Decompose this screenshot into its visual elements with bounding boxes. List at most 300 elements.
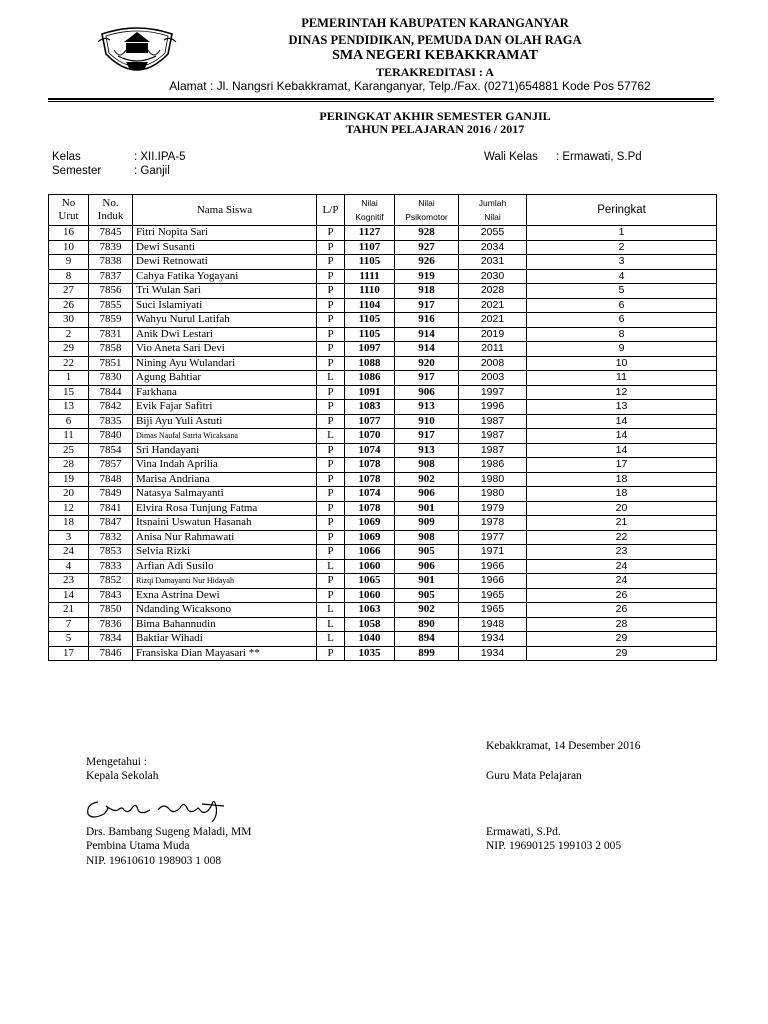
header-no-urut-line1: No bbox=[61, 197, 76, 209]
cell-jumlah-nilai: 1979 bbox=[459, 501, 527, 516]
cell-nilai-psikomotor: 914 bbox=[395, 327, 459, 342]
cell-nilai-psikomotor: 890 bbox=[395, 617, 459, 632]
cell-nilai-kognitif: 1065 bbox=[345, 574, 395, 589]
cell-lp: L bbox=[317, 603, 345, 618]
cell-lp: P bbox=[317, 414, 345, 429]
cell-peringkat: 13 bbox=[527, 400, 717, 415]
cell-no-urut: 8 bbox=[49, 269, 89, 284]
cell-no-induk: 7843 bbox=[89, 588, 133, 603]
cell-nilai-psikomotor: 902 bbox=[395, 603, 459, 618]
table-row bbox=[49, 240, 717, 255]
cell-nilai-psikomotor: 906 bbox=[395, 487, 459, 502]
header-no-urut-line2: Urut bbox=[58, 210, 79, 222]
cell-jumlah-nilai: 1986 bbox=[459, 458, 527, 473]
cell-nilai-psikomotor: 910 bbox=[395, 414, 459, 429]
cell-peringkat: 18 bbox=[527, 472, 717, 487]
cell-jumlah-nilai: 2034 bbox=[459, 240, 527, 255]
cell-no-induk: 7837 bbox=[89, 269, 133, 284]
cell-nilai-kognitif: 1058 bbox=[345, 617, 395, 632]
cell-lp: P bbox=[317, 443, 345, 458]
header-lp: L/P bbox=[317, 195, 345, 226]
table-row bbox=[49, 255, 717, 270]
cell-jumlah-nilai: 2030 bbox=[459, 269, 527, 284]
cell-nilai-kognitif: 1105 bbox=[345, 255, 395, 270]
cell-nama-siswa: Natasya Salmayanti bbox=[133, 487, 317, 502]
cell-jumlah-nilai: 2003 bbox=[459, 371, 527, 386]
cell-nilai-psikomotor: 899 bbox=[395, 646, 459, 661]
cell-nilai-kognitif: 1069 bbox=[345, 516, 395, 531]
semester-label: Semester bbox=[52, 165, 102, 177]
cell-lp: P bbox=[317, 516, 345, 531]
guru-name: Ermawati, S.Pd. bbox=[486, 826, 561, 838]
cell-lp: P bbox=[317, 226, 345, 241]
header-school-name: SMA NEGERI KEBAKKRAMAT bbox=[332, 48, 538, 63]
guru-nip: NIP. 19690125 199103 2 005 bbox=[486, 840, 622, 852]
cell-no-induk: 7845 bbox=[89, 226, 133, 241]
cell-jumlah-nilai: 2055 bbox=[459, 226, 527, 241]
cell-no-induk: 7853 bbox=[89, 545, 133, 560]
cell-nilai-kognitif: 1035 bbox=[345, 646, 395, 661]
cell-no-induk: 7850 bbox=[89, 603, 133, 618]
cell-no-urut: 17 bbox=[49, 646, 89, 661]
cell-no-induk: 7838 bbox=[89, 255, 133, 270]
cell-nama-siswa: Farkhana bbox=[133, 385, 317, 400]
cell-nilai-psikomotor: 917 bbox=[395, 371, 459, 386]
cell-nama-siswa: Cahya Fatika Yogayani bbox=[133, 269, 317, 284]
ranking-table bbox=[48, 194, 717, 661]
cell-nama-siswa: Vio Aneta Sari Devi bbox=[133, 342, 317, 357]
cell-peringkat: 5 bbox=[527, 284, 717, 299]
cell-lp: P bbox=[317, 574, 345, 589]
cell-no-induk: 7834 bbox=[89, 632, 133, 647]
header-address: Alamat : Jl. Nangsri Kebakkramat, Karanganyar, Telp./Fax. (0271)654881 Kode Pos 57762 bbox=[169, 79, 651, 93]
cell-nilai-kognitif: 1091 bbox=[345, 385, 395, 400]
kelas-value: : XII.IPA-5 bbox=[134, 151, 186, 163]
header-nilai-psikomotor bbox=[395, 195, 459, 226]
cell-nama-siswa: Nining Ayu Wulandari bbox=[133, 356, 317, 371]
cell-lp: P bbox=[317, 530, 345, 545]
cell-jumlah-nilai: 2021 bbox=[459, 298, 527, 313]
table-row bbox=[49, 559, 717, 574]
cell-no-urut: 21 bbox=[49, 603, 89, 618]
semester-value: : Ganjil bbox=[134, 165, 170, 177]
cell-nilai-kognitif: 1066 bbox=[345, 545, 395, 560]
cell-nilai-psikomotor: 905 bbox=[395, 545, 459, 560]
cell-jumlah-nilai: 1965 bbox=[459, 603, 527, 618]
cell-nilai-psikomotor: 913 bbox=[395, 443, 459, 458]
guru-mapel-label: Guru Mata Pelajaran bbox=[486, 770, 582, 782]
cell-lp: P bbox=[317, 313, 345, 328]
cell-no-induk: 7849 bbox=[89, 487, 133, 502]
header-no-induk bbox=[89, 195, 133, 226]
header-kognitif-line2: Kognitif bbox=[355, 212, 384, 222]
header-government: PEMERINTAH KABUPATEN KARANGANYAR bbox=[301, 16, 569, 30]
cell-jumlah-nilai: 2011 bbox=[459, 342, 527, 357]
cell-jumlah-nilai: 2019 bbox=[459, 327, 527, 342]
cell-no-urut: 18 bbox=[49, 516, 89, 531]
table-row bbox=[49, 371, 717, 386]
cell-peringkat: 28 bbox=[527, 617, 717, 632]
cell-nilai-kognitif: 1060 bbox=[345, 559, 395, 574]
cell-nama-siswa: Sri Handayani bbox=[133, 443, 317, 458]
header-divider bbox=[48, 98, 714, 100]
cell-peringkat: 18 bbox=[527, 487, 717, 502]
table-row bbox=[49, 574, 717, 589]
cell-lp: P bbox=[317, 240, 345, 255]
kepala-name: Drs. Bambang Sugeng Maladi, MM bbox=[86, 826, 252, 838]
cell-no-induk: 7859 bbox=[89, 313, 133, 328]
cell-nama-siswa: Dewi Susanti bbox=[133, 240, 317, 255]
cell-no-urut: 22 bbox=[49, 356, 89, 371]
cell-nilai-psikomotor: 927 bbox=[395, 240, 459, 255]
cell-lp: P bbox=[317, 269, 345, 284]
table-row bbox=[49, 385, 717, 400]
cell-nama-siswa: Marisa Andriana bbox=[133, 472, 317, 487]
cell-no-urut: 29 bbox=[49, 342, 89, 357]
cell-no-urut: 12 bbox=[49, 501, 89, 516]
cell-nilai-psikomotor: 905 bbox=[395, 588, 459, 603]
cell-no-induk: 7846 bbox=[89, 646, 133, 661]
header-peringkat: Peringkat bbox=[527, 195, 717, 226]
cell-lp: P bbox=[317, 487, 345, 502]
cell-jumlah-nilai: 1996 bbox=[459, 400, 527, 415]
table-row bbox=[49, 298, 717, 313]
principal-signature bbox=[84, 796, 234, 824]
header-department: DINAS PENDIDIKAN, PEMUDA DAN OLAH RAGA bbox=[288, 33, 582, 47]
cell-jumlah-nilai: 1934 bbox=[459, 646, 527, 661]
cell-no-induk: 7840 bbox=[89, 429, 133, 444]
cell-nilai-psikomotor: 913 bbox=[395, 400, 459, 415]
cell-jumlah-nilai: 1987 bbox=[459, 429, 527, 444]
table-row bbox=[49, 342, 717, 357]
cell-nilai-kognitif: 1078 bbox=[345, 501, 395, 516]
cell-no-urut: 15 bbox=[49, 385, 89, 400]
table-row bbox=[49, 226, 717, 241]
table-row bbox=[49, 530, 717, 545]
cell-peringkat: 17 bbox=[527, 458, 717, 473]
cell-nilai-psikomotor: 902 bbox=[395, 472, 459, 487]
cell-peringkat: 9 bbox=[527, 342, 717, 357]
cell-peringkat: 10 bbox=[527, 356, 717, 371]
place-date: Kebakkramat, 14 Desember 2016 bbox=[486, 740, 641, 752]
cell-lp: P bbox=[317, 327, 345, 342]
cell-peringkat: 6 bbox=[527, 313, 717, 328]
cell-peringkat: 23 bbox=[527, 545, 717, 560]
cell-nama-siswa: Itsnaini Uswatun Hasanah bbox=[133, 516, 317, 531]
table-row bbox=[49, 443, 717, 458]
cell-nama-siswa: Biji Ayu Yuli Astuti bbox=[133, 414, 317, 429]
cell-nilai-psikomotor: 917 bbox=[395, 298, 459, 313]
table-row bbox=[49, 487, 717, 502]
cell-no-induk: 7841 bbox=[89, 501, 133, 516]
cell-lp: P bbox=[317, 501, 345, 516]
cell-nilai-kognitif: 1127 bbox=[345, 226, 395, 241]
cell-nama-siswa: Rizqi Damayanti Nur Hidayah bbox=[133, 574, 317, 589]
cell-no-urut: 20 bbox=[49, 487, 89, 502]
cell-lp: P bbox=[317, 255, 345, 270]
cell-nama-siswa: Fitri Nopita Sari bbox=[133, 226, 317, 241]
cell-nama-siswa: Evik Fajar Safitri bbox=[133, 400, 317, 415]
cell-no-induk: 7855 bbox=[89, 298, 133, 313]
cell-no-urut: 4 bbox=[49, 559, 89, 574]
cell-nilai-kognitif: 1105 bbox=[345, 313, 395, 328]
cell-nilai-kognitif: 1077 bbox=[345, 414, 395, 429]
cell-nilai-kognitif: 1069 bbox=[345, 530, 395, 545]
cell-nilai-kognitif: 1097 bbox=[345, 342, 395, 357]
cell-peringkat: 11 bbox=[527, 371, 717, 386]
cell-nilai-psikomotor: 901 bbox=[395, 574, 459, 589]
cell-peringkat: 26 bbox=[527, 588, 717, 603]
table-row bbox=[49, 617, 717, 632]
cell-lp: P bbox=[317, 458, 345, 473]
cell-no-urut: 23 bbox=[49, 574, 89, 589]
cell-peringkat: 8 bbox=[527, 327, 717, 342]
cell-jumlah-nilai: 1971 bbox=[459, 545, 527, 560]
cell-nilai-psikomotor: 908 bbox=[395, 458, 459, 473]
cell-jumlah-nilai: 1948 bbox=[459, 617, 527, 632]
cell-jumlah-nilai: 2021 bbox=[459, 313, 527, 328]
cell-jumlah-nilai: 1966 bbox=[459, 559, 527, 574]
cell-nilai-kognitif: 1107 bbox=[345, 240, 395, 255]
cell-lp: P bbox=[317, 342, 345, 357]
cell-no-urut: 2 bbox=[49, 327, 89, 342]
cell-nama-siswa: Tri Wulan Sari bbox=[133, 284, 317, 299]
cell-peringkat: 24 bbox=[527, 574, 717, 589]
cell-lp: P bbox=[317, 356, 345, 371]
header-no-induk-line1: No. bbox=[102, 197, 119, 209]
cell-jumlah-nilai: 1965 bbox=[459, 588, 527, 603]
kelas-label: Kelas bbox=[52, 151, 81, 163]
kepala-rank: Pembina Utama Muda bbox=[86, 840, 190, 852]
cell-no-induk: 7830 bbox=[89, 371, 133, 386]
table-row bbox=[49, 588, 717, 603]
cell-no-induk: 7831 bbox=[89, 327, 133, 342]
cell-no-induk: 7835 bbox=[89, 414, 133, 429]
cell-nama-siswa: Vina Indah Aprilia bbox=[133, 458, 317, 473]
cell-no-urut: 7 bbox=[49, 617, 89, 632]
table-row bbox=[49, 269, 717, 284]
kepala-sekolah-label: Kepala Sekolah bbox=[86, 770, 159, 782]
cell-lp: L bbox=[317, 617, 345, 632]
cell-no-urut: 26 bbox=[49, 298, 89, 313]
cell-no-urut: 3 bbox=[49, 530, 89, 545]
cell-nilai-kognitif: 1040 bbox=[345, 632, 395, 647]
header-nilai-kognitif bbox=[345, 195, 395, 226]
header-kognitif-line1: Nilai bbox=[361, 198, 378, 208]
cell-jumlah-nilai: 1987 bbox=[459, 414, 527, 429]
table-header-row bbox=[49, 195, 717, 226]
document-subtitle: TAHUN PELAJARAN 2016 / 2017 bbox=[345, 122, 525, 136]
cell-no-induk: 7852 bbox=[89, 574, 133, 589]
cell-nilai-kognitif: 1105 bbox=[345, 327, 395, 342]
cell-lp: L bbox=[317, 632, 345, 647]
cell-nilai-psikomotor: 918 bbox=[395, 284, 459, 299]
cell-peringkat: 14 bbox=[527, 443, 717, 458]
table-row bbox=[49, 516, 717, 531]
cell-nilai-kognitif: 1086 bbox=[345, 371, 395, 386]
cell-no-urut: 27 bbox=[49, 284, 89, 299]
table-row bbox=[49, 545, 717, 560]
table-row bbox=[49, 356, 717, 371]
table-body bbox=[49, 226, 717, 661]
cell-peringkat: 3 bbox=[527, 255, 717, 270]
cell-peringkat: 14 bbox=[527, 429, 717, 444]
cell-no-induk: 7844 bbox=[89, 385, 133, 400]
cell-lp: P bbox=[317, 646, 345, 661]
header-jumlah-nilai bbox=[459, 195, 527, 226]
cell-nilai-kognitif: 1074 bbox=[345, 443, 395, 458]
cell-peringkat: 4 bbox=[527, 269, 717, 284]
cell-no-induk: 7842 bbox=[89, 400, 133, 415]
cell-no-urut: 14 bbox=[49, 588, 89, 603]
cell-nama-siswa: Selvia Rizki bbox=[133, 545, 317, 560]
cell-nilai-kognitif: 1074 bbox=[345, 487, 395, 502]
header-jumlah-line1: Jumlah bbox=[478, 198, 507, 208]
cell-nilai-kognitif: 1070 bbox=[345, 429, 395, 444]
cell-nama-siswa: Dewi Retnowati bbox=[133, 255, 317, 270]
cell-peringkat: 24 bbox=[527, 559, 717, 574]
cell-nama-siswa: Arfian Adi Susilo bbox=[133, 559, 317, 574]
cell-no-urut: 16 bbox=[49, 226, 89, 241]
table-row bbox=[49, 603, 717, 618]
cell-nilai-kognitif: 1063 bbox=[345, 603, 395, 618]
cell-nama-siswa: Dimas Naufal Satria Wicaksana bbox=[133, 429, 317, 444]
table-row bbox=[49, 400, 717, 415]
cell-lp: P bbox=[317, 545, 345, 560]
cell-lp: P bbox=[317, 385, 345, 400]
header-psiko-line2: Psikomotor bbox=[405, 212, 448, 222]
cell-nilai-kognitif: 1060 bbox=[345, 588, 395, 603]
cell-lp: L bbox=[317, 559, 345, 574]
cell-nilai-psikomotor: 894 bbox=[395, 632, 459, 647]
cell-nilai-psikomotor: 901 bbox=[395, 501, 459, 516]
cell-no-induk: 7851 bbox=[89, 356, 133, 371]
cell-nama-siswa: Fransiska Dian Mayasari ** bbox=[133, 646, 317, 661]
cell-jumlah-nilai: 1980 bbox=[459, 472, 527, 487]
cell-no-induk: 7854 bbox=[89, 443, 133, 458]
cell-no-urut: 11 bbox=[49, 429, 89, 444]
header-accreditation: TERAKREDITASI : A bbox=[376, 65, 494, 79]
header-no-induk-line2: Induk bbox=[97, 210, 124, 222]
cell-nilai-kognitif: 1078 bbox=[345, 458, 395, 473]
cell-nama-siswa: Bima Bahannudin bbox=[133, 617, 317, 632]
cell-no-urut: 28 bbox=[49, 458, 89, 473]
document-title: PERINGKAT AKHIR SEMESTER GANJIL bbox=[319, 109, 551, 123]
cell-nama-siswa: Elvira Rosa Tunjung Fatma bbox=[133, 501, 317, 516]
cell-jumlah-nilai: 1978 bbox=[459, 516, 527, 531]
cell-peringkat: 12 bbox=[527, 385, 717, 400]
cell-lp: P bbox=[317, 284, 345, 299]
cell-nilai-psikomotor: 908 bbox=[395, 530, 459, 545]
cell-no-urut: 24 bbox=[49, 545, 89, 560]
cell-lp: L bbox=[317, 371, 345, 386]
cell-no-urut: 9 bbox=[49, 255, 89, 270]
cell-nama-siswa: Suci Islamiyati bbox=[133, 298, 317, 313]
cell-peringkat: 26 bbox=[527, 603, 717, 618]
cell-no-urut: 6 bbox=[49, 414, 89, 429]
header-nama-siswa: Nama Siswa bbox=[133, 195, 317, 226]
cell-no-urut: 1 bbox=[49, 371, 89, 386]
cell-lp: P bbox=[317, 588, 345, 603]
cell-no-urut: 25 bbox=[49, 443, 89, 458]
cell-peringkat: 29 bbox=[527, 646, 717, 661]
cell-nama-siswa: Agung Bahtiar bbox=[133, 371, 317, 386]
cell-peringkat: 1 bbox=[527, 226, 717, 241]
cell-peringkat: 14 bbox=[527, 414, 717, 429]
cell-nilai-psikomotor: 906 bbox=[395, 385, 459, 400]
cell-lp: L bbox=[317, 429, 345, 444]
cell-peringkat: 6 bbox=[527, 298, 717, 313]
cell-jumlah-nilai: 2028 bbox=[459, 284, 527, 299]
cell-jumlah-nilai: 1934 bbox=[459, 632, 527, 647]
cell-nama-siswa: Anisa Nur Rahmawati bbox=[133, 530, 317, 545]
cell-nama-siswa: Wahyu Nurul Latifah bbox=[133, 313, 317, 328]
cell-nama-siswa: Baktiar Wihadi bbox=[133, 632, 317, 647]
cell-no-induk: 7856 bbox=[89, 284, 133, 299]
cell-jumlah-nilai: 1987 bbox=[459, 443, 527, 458]
cell-nilai-kognitif: 1078 bbox=[345, 472, 395, 487]
table-row bbox=[49, 313, 717, 328]
cell-no-induk: 7857 bbox=[89, 458, 133, 473]
cell-nilai-psikomotor: 916 bbox=[395, 313, 459, 328]
cell-no-urut: 30 bbox=[49, 313, 89, 328]
cell-no-induk: 7847 bbox=[89, 516, 133, 531]
cell-peringkat: 29 bbox=[527, 632, 717, 647]
cell-jumlah-nilai: 1977 bbox=[459, 530, 527, 545]
cell-nama-siswa: Exna Astrina Dewi bbox=[133, 588, 317, 603]
table-row bbox=[49, 632, 717, 647]
cell-lp: P bbox=[317, 472, 345, 487]
cell-nilai-psikomotor: 906 bbox=[395, 559, 459, 574]
kepala-nip: NIP. 19610610 198903 1 008 bbox=[86, 855, 222, 867]
cell-peringkat: 20 bbox=[527, 501, 717, 516]
cell-nilai-psikomotor: 909 bbox=[395, 516, 459, 531]
wali-kelas-value: : Ermawati, S.Pd bbox=[556, 151, 642, 163]
wali-kelas-label: Wali Kelas bbox=[484, 151, 538, 163]
cell-nilai-psikomotor: 917 bbox=[395, 429, 459, 444]
cell-jumlah-nilai: 1966 bbox=[459, 574, 527, 589]
table-row bbox=[49, 646, 717, 661]
cell-nilai-kognitif: 1110 bbox=[345, 284, 395, 299]
table-row bbox=[49, 414, 717, 429]
cell-nilai-psikomotor: 914 bbox=[395, 342, 459, 357]
header-psiko-line1: Nilai bbox=[418, 198, 435, 208]
cell-no-induk: 7848 bbox=[89, 472, 133, 487]
table-row bbox=[49, 327, 717, 342]
cell-nilai-psikomotor: 928 bbox=[395, 226, 459, 241]
cell-nilai-psikomotor: 926 bbox=[395, 255, 459, 270]
cell-jumlah-nilai: 2008 bbox=[459, 356, 527, 371]
table-row bbox=[49, 429, 717, 444]
table-row bbox=[49, 284, 717, 299]
header-divider-thin bbox=[48, 101, 714, 102]
mengetahui-label: Mengetahui : bbox=[86, 756, 147, 768]
table-row bbox=[49, 501, 717, 516]
cell-nilai-psikomotor: 920 bbox=[395, 356, 459, 371]
cell-nilai-kognitif: 1088 bbox=[345, 356, 395, 371]
cell-peringkat: 21 bbox=[527, 516, 717, 531]
cell-no-urut: 19 bbox=[49, 472, 89, 487]
cell-nilai-kognitif: 1104 bbox=[345, 298, 395, 313]
cell-lp: P bbox=[317, 298, 345, 313]
cell-lp: P bbox=[317, 400, 345, 415]
cell-no-urut: 13 bbox=[49, 400, 89, 415]
cell-no-induk: 7836 bbox=[89, 617, 133, 632]
cell-nama-siswa: Anik Dwi Lestari bbox=[133, 327, 317, 342]
table-row bbox=[49, 472, 717, 487]
table-row bbox=[49, 458, 717, 473]
header-no-urut bbox=[49, 195, 89, 226]
